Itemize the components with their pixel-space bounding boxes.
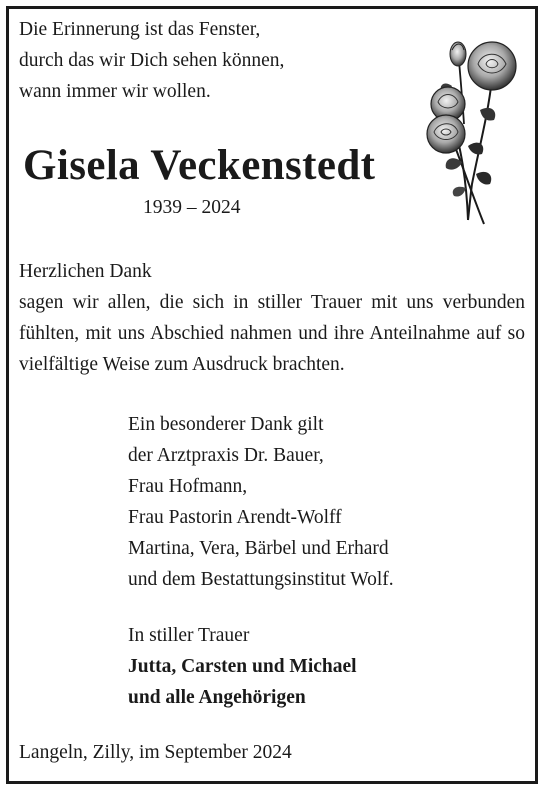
special-thanks-line: Frau Hofmann,: [128, 476, 248, 497]
roses-icon: [422, 34, 524, 226]
quote-line: durch das wir Dich sehen können,: [19, 50, 285, 71]
special-thanks: [128, 409, 394, 595]
thanks-heading: Herzlichen Dank: [19, 261, 152, 282]
signature-block: [128, 620, 357, 713]
quote-line: wann immer wir wollen.: [19, 81, 211, 102]
life-dates: 1939 – 2024: [143, 197, 241, 218]
mourner-names: Jutta, Carsten und Michael: [128, 656, 357, 677]
thanks-paragraph: [19, 256, 525, 380]
special-thanks-line: der Arztpraxis Dr. Bauer,: [128, 445, 324, 466]
special-thanks-line: Martina, Vera, Bärbel und Erhard: [128, 538, 389, 559]
mourner-names: und alle Angehörigen: [128, 687, 306, 708]
place-date: Langeln, Zilly, im September 2024: [19, 742, 292, 763]
quote-line: Die Erinnerung ist das Fenster,: [19, 19, 261, 40]
deceased-name: Gisela Veckenstedt: [23, 142, 376, 189]
special-thanks-line: und dem Bestattungsinstitut Wolf.: [128, 569, 394, 590]
special-thanks-line: Frau Pastorin Arendt-Wolff: [128, 507, 342, 528]
special-thanks-line: Ein besonderer Dank gilt: [128, 414, 324, 435]
memorial-quote: [19, 14, 284, 107]
signature-intro: In stiller Trauer: [128, 625, 250, 646]
thanks-body: sagen wir allen, die sich in stiller Trauer mit uns verbunden fühlten, mit uns Abschied nahmen und ihre Anteilnahme auf so vielfältige Weise zum Ausdruck brachten.: [19, 292, 525, 375]
